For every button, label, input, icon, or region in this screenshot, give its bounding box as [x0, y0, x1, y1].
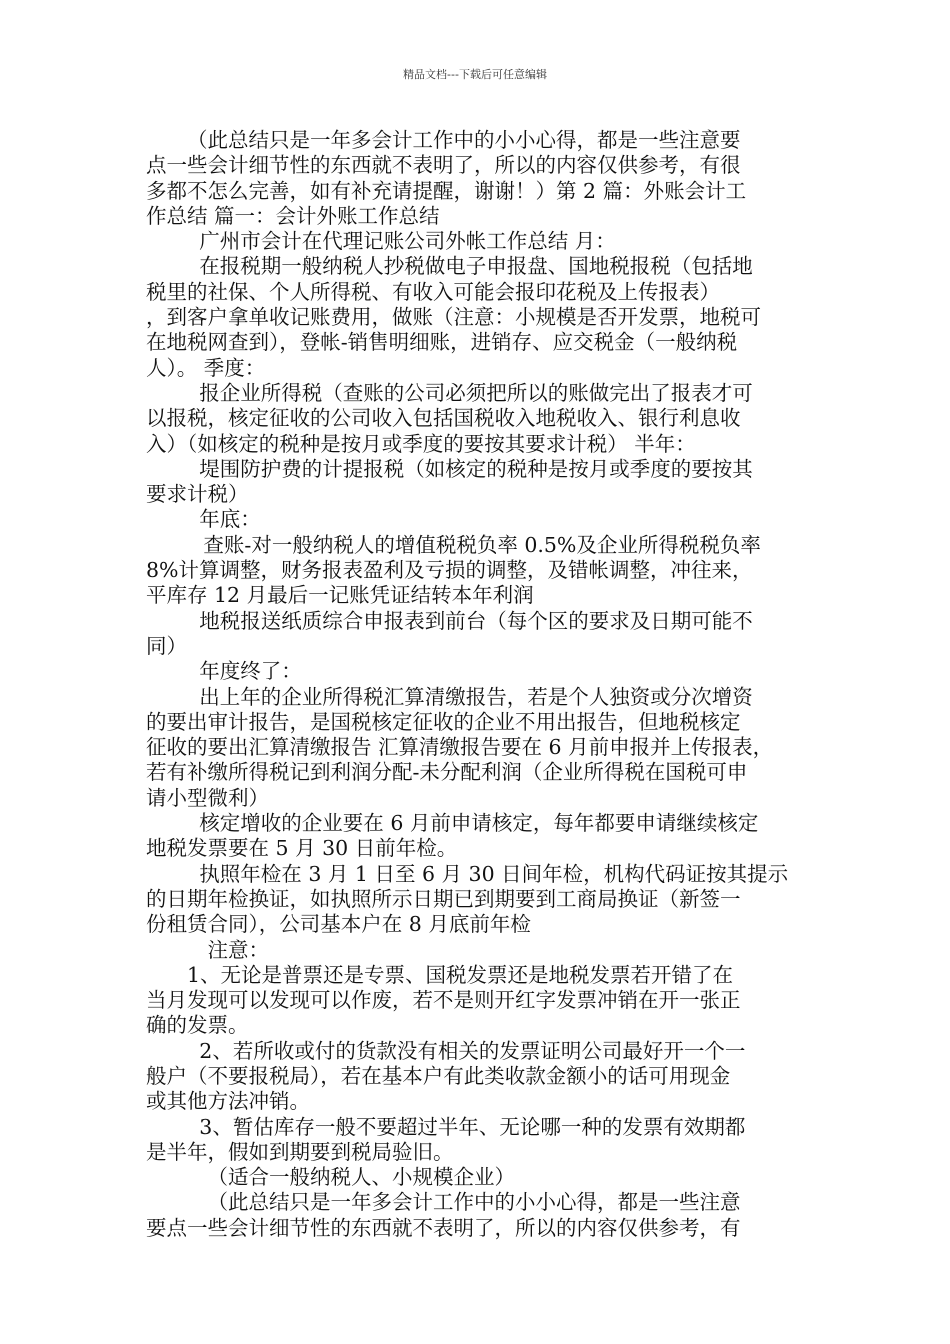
text-line: 是半年，假如到期要到税局验旧。: [146, 1139, 454, 1164]
text-line: 般户（不要报税局），若在基本户有此类收款金额小的话可用现金: [146, 1063, 731, 1088]
text-line: 地税报送纸质综合申报表到前台（每个区的要求及日期可能不: [199, 608, 753, 633]
text-line: 征收的要出汇算清缴报告 汇算清缴报告要在 6 月前申报并上传报表，: [146, 735, 774, 760]
text-line: 8%计算调整，财务报表盈利及亏损的调整，及错帐调整，冲往来，: [146, 558, 753, 583]
text-line: （适合一般纳税人、小规模企业）: [207, 1165, 515, 1190]
text-line: ，到客户拿单收记账费用，做账（注意：小规模是否开发票，地税可: [146, 305, 761, 330]
text-line: 年度终了：: [199, 659, 302, 684]
text-line: 要点一些会计细节性的东西就不表明了，所以的内容仅供参考，有: [146, 1215, 741, 1240]
text-line: 注意：: [207, 937, 269, 962]
text-line: 同）: [146, 633, 187, 658]
text-line: 税里的社保、个人所得税、有收入可能会报印花税及上传报表）: [146, 279, 720, 304]
text-line: 当月发现可以发现可以作废，若不是则开红字发票冲销在开一张正: [146, 988, 741, 1013]
text-line: 要求计税）: [146, 482, 249, 507]
text-line: 的要出审计报告，是国税核定征收的企业不用出报告，但地税核定: [146, 709, 741, 734]
text-line: 点一些会计细节性的东西就不表明了，所以的内容仅供参考，有很: [146, 153, 741, 178]
text-line: 地税发票要在 5 月 30 日前年检。: [146, 836, 458, 861]
text-line: 3、暂估库存一般不要超过半年、无论哪一种的发票有效期都: [199, 1114, 746, 1139]
text-line: 1、无论是普票还是专票、国税发票还是地税发票若开错了在: [187, 962, 734, 987]
page-header: 精品文档---下载后可任意编辑: [403, 68, 547, 81]
text-line: 的日期年检换证，如执照所示日期已到期要到工商局换证（新签一: [146, 886, 741, 911]
text-line: 执照年检在 3 月 1 日至 6 月 30 日间年检，机构代码证按其提示: [199, 861, 789, 886]
text-line: 作总结 篇一：会计外账工作总结: [146, 203, 440, 228]
text-line: 入）（如核定的税种是按月或季度的要按其要求计税） 半年：: [146, 431, 696, 456]
document-body: [146, 128, 810, 1241]
text-line: 若有补缴所得税记到利润分配-未分配利润（企业所得税在国税可申: [146, 760, 748, 785]
text-line: 平库存 12 月最后一记账凭证结转本年利润: [146, 583, 534, 608]
text-line: 2、若所收或付的货款没有相关的发票证明公司最好开一个一: [199, 1038, 746, 1063]
text-line: 以报税，核定征收的公司收入包括国税收入地税收入、银行利息收: [146, 406, 741, 431]
text-line: 或其他方法冲销。: [146, 1089, 310, 1114]
text-line: 人）。 季度：: [146, 355, 266, 380]
text-line: 出上年的企业所得税汇算清缴报告，若是个人独资或分次增资: [199, 684, 753, 709]
text-line: （此总结只是一年多会计工作中的小小心得，都是一些注意要: [187, 128, 741, 152]
text-line: 确的发票。: [146, 1013, 249, 1038]
text-line: 请小型微利）: [146, 785, 269, 810]
text-line: （此总结只是一年多会计工作中的小小心得，都是一些注意: [207, 1190, 741, 1215]
text-line: 在地税网查到），登帐-销售明细账，进销存、应交税金（一般纳税: [146, 330, 738, 355]
text-line: 份租赁合同），公司基本户在 8 月底前年检: [146, 912, 531, 937]
text-line: 堤围防护费的计提报税（如核定的税种是按月或季度的要按其: [199, 456, 753, 481]
text-line: 查账-对一般纳税人的增值税税负率 0.5%及企业所得税税负率: [203, 532, 761, 557]
text-line: 多都不怎么完善，如有补充请提醒，谢谢！）第 2 篇：外账会计工: [146, 178, 747, 203]
text-line: 报企业所得税（查账的公司必须把所以的账做完出了报表才可: [199, 380, 753, 405]
text-line: 核定增收的企业要在 6 月前申请核定，每年都要申请继续核定: [199, 811, 759, 836]
text-line: 年底：: [199, 507, 261, 532]
text-line: 广州市会计在代理记账公司外帐工作总结 月：: [199, 229, 616, 254]
text-line: 在报税期一般纳税人抄税做电子申报盘、国地税报税（包括地: [199, 254, 753, 279]
